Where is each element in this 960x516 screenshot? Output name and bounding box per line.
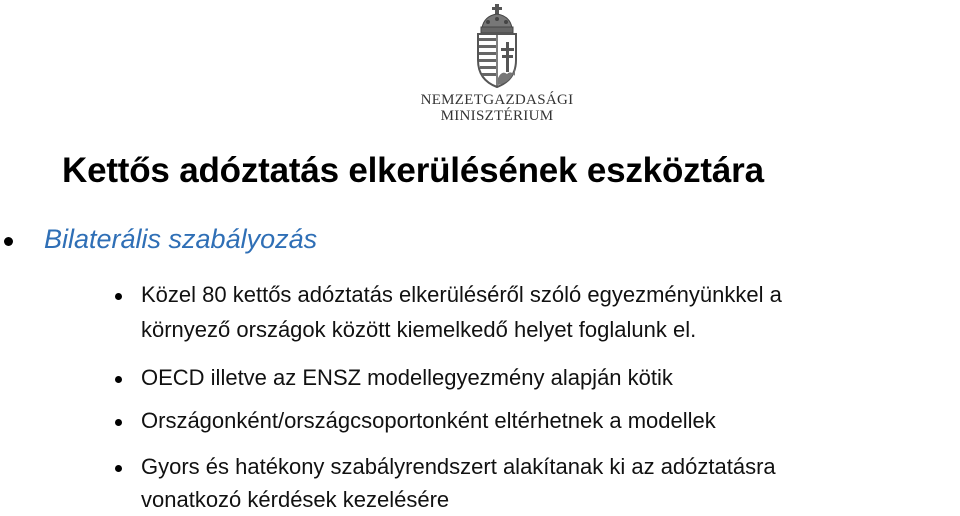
list-item-text: Országonként/országcsoportonként eltérhetnek a modellek xyxy=(141,408,716,433)
ministry-name-line1: NEMZETGAZDASÁGI xyxy=(420,92,574,108)
bullet-icon xyxy=(115,419,122,426)
list-item-text: Közel 80 kettős adóztatás elkerüléséről szóló egyezményünkkel a xyxy=(141,282,782,307)
bullet-icon xyxy=(115,293,122,300)
list-item-text: vonatkozó kérdések kezelésére xyxy=(141,487,450,512)
bullet-icon xyxy=(4,237,13,246)
ministry-logo xyxy=(412,2,582,124)
ministry-name-line2: MINISZTÉRIUM xyxy=(440,108,554,124)
slide-title: Kettős adóztatás elkerülésének eszköztára xyxy=(62,151,764,190)
list-item-text: környező országok között kiemelkedő helyet foglalunk el. xyxy=(141,317,697,342)
list-item-text: Gyors és hatékony szabályrendszert alakítanak ki az adóztatásra xyxy=(141,454,776,479)
bullet-icon xyxy=(115,376,122,383)
hungarian-coat-of-arms-icon xyxy=(464,2,530,88)
bullet-icon xyxy=(115,465,122,472)
list-item-text: OECD illetve az ENSZ modellegyezmény alapján kötik xyxy=(141,365,673,390)
section-heading-text: Bilaterális szabályozás xyxy=(44,224,318,254)
